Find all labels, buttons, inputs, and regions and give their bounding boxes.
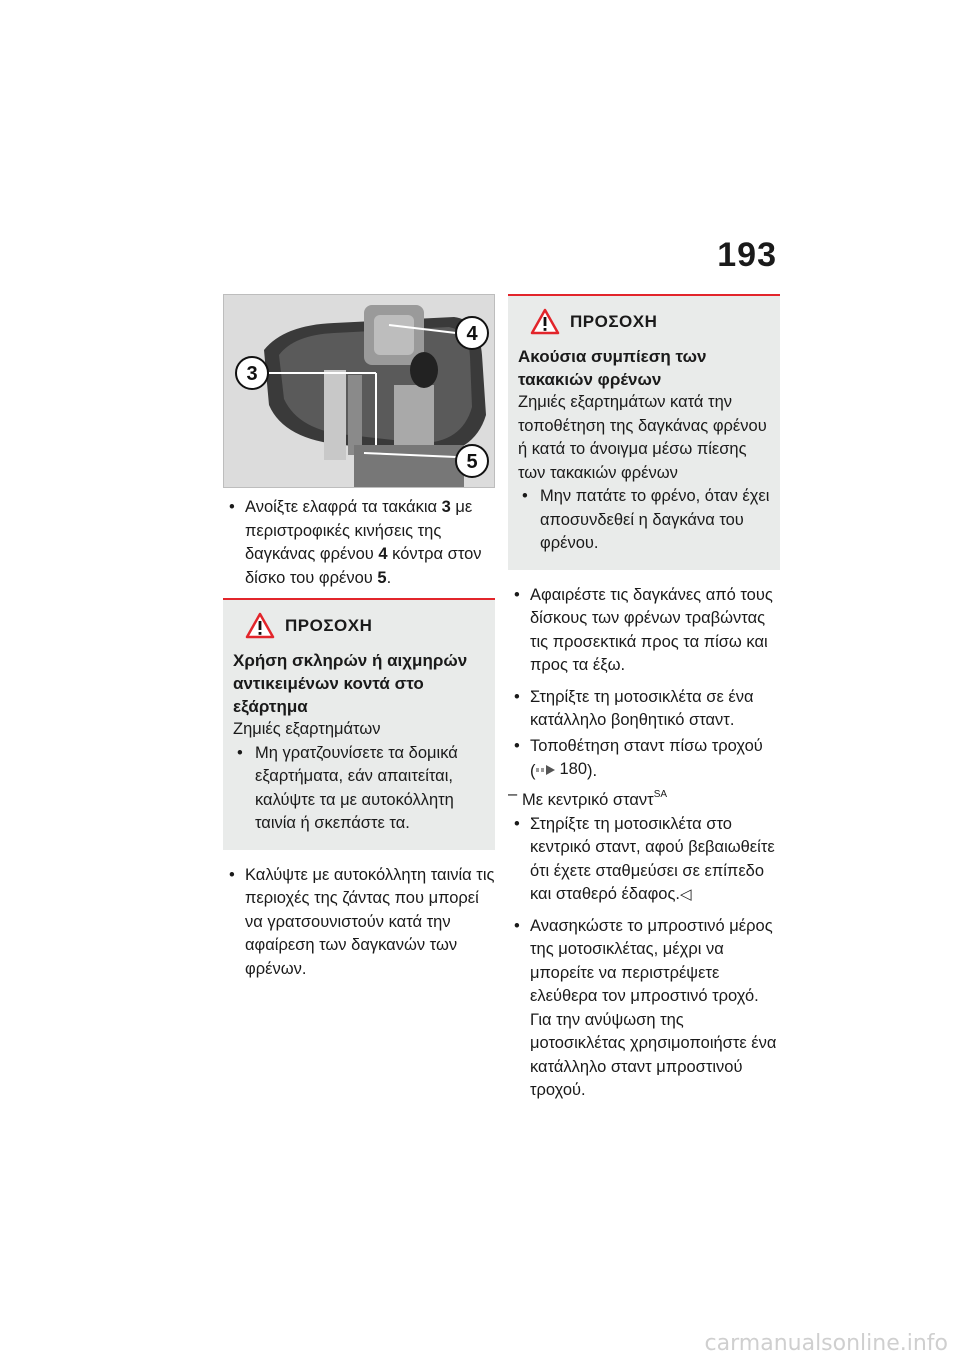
- warning-subtitle: Ακούσια συμπίεση των τακακιών φρένων: [518, 347, 707, 389]
- step-open-pads: • Ανοίξτε ελαφρά τα τακάκια 3 με περιστροφικές κινήσεις της δαγκάνας φρένου 4 κόντρα στον δίσκο του φρένου 5.: [229, 498, 482, 587]
- warning-text: Ζημιές εξαρτημάτων: [233, 720, 381, 738]
- bullet-icon: •: [514, 687, 520, 706]
- callout-4: [456, 317, 488, 349]
- step-support-bike: • Στηρίξτε τη μοτοσικλέτα σε ένα κατάλληλο βοηθητικό σταντ.: [514, 687, 754, 729]
- warning-title: ΠΡΟΣΟΧΗ: [285, 615, 373, 635]
- ref-3: 3: [441, 498, 451, 516]
- ref-4: 4: [378, 545, 388, 563]
- watermark: carmanualsonline.info: [704, 1331, 948, 1356]
- bullet-icon: •: [514, 916, 520, 935]
- warning-triangle-icon: [530, 308, 560, 335]
- warning-triangle-icon: [245, 612, 275, 639]
- end-of-section-icon: ◁: [680, 886, 692, 904]
- svg-text:3: 3: [246, 363, 258, 385]
- svg-text:4: 4: [466, 323, 478, 345]
- left-column: [223, 294, 495, 981]
- step-lift-front: • Ανασηκώστε το μπροστινό μέρος της μοτοσικλέτας, μέχρι να μπορείτε να περιστρέψετε ελεύθερα τον μπροστινό τροχό. Για την ανύψωση της μοτοσικλέτας χρησιμοποιήστε ένα κατάλληλο σταντ μπροστινού τροχού.: [514, 916, 777, 1100]
- callout-5: [456, 445, 488, 477]
- warning-box-scratch: [223, 598, 495, 850]
- warning-box-pads: [508, 294, 780, 570]
- bullet-icon: •: [514, 585, 520, 604]
- option-badge: SA: [653, 789, 668, 801]
- condition-center-stand: – Με κεντρικό σταντ$^{SA}$: [508, 785, 668, 810]
- callout-3: [236, 357, 268, 389]
- step-rear-stand: • Τοποθέτηση σταντ πίσω τροχού ( 180 ).: [514, 736, 763, 780]
- step-cover-rim: • Καλύψτε με αυτοκόλλητη ταινία τις περιοχές της ζάντας που μπορεί να γρατσουνιστούν κατά την αφαίρεση των δαγκανών των φρένων.: [229, 865, 495, 978]
- warning-text: Ζημιές εξαρτημάτων κατά την τοποθέτηση της δαγκάνας φρένου ή κατά το άνοιγμα μέσω πίεσης των τακακιών φρένων: [518, 393, 767, 482]
- bullet-icon: •: [514, 736, 520, 755]
- page-reference-link[interactable]: 180: [536, 758, 588, 782]
- page-number: 193: [717, 236, 777, 274]
- bullet-icon: •: [229, 498, 235, 516]
- warning-bullet: • Μην πατάτε το φρένο, όταν έχει αποσυνδεθεί η δαγκάνα του φρένου.: [522, 487, 770, 552]
- svg-text:5: 5: [466, 451, 478, 473]
- right-column: [508, 294, 780, 1103]
- ref-5: 5: [377, 568, 387, 587]
- arrow-right-icon: [536, 764, 556, 776]
- bullet-icon: •: [522, 487, 528, 505]
- step-center-stand: • Στηρίξτε τη μοτοσικλέτα στο κεντρικό σταντ, αφού βεβαιωθείτε ότι έχετε σταθμεύσει σε επίπεδο και σταθερό έδαφος.◁: [514, 814, 775, 904]
- warning-bullet: • Μη γρατζουνίσετε τα δομικά εξαρτήματα, εάν απαιτείται, καλύψτε τα με αυτοκόλλητη ταινία ή σκεπάστε τα.: [237, 743, 458, 832]
- warning-subtitle: Χρήση σκληρών ή αιχμηρών αντικειμένων κοντά στο εξάρτημα: [233, 651, 468, 716]
- bullet-icon: •: [514, 814, 520, 833]
- step-remove-calipers: • Αφαιρέστε τις δαγκάνες από τους δίσκους των φρένων τραβώντας τις προσεκτικά προς τα πίσω και προς τα έξω.: [514, 585, 773, 674]
- warning-title: ΠΡΟΣΟΧΗ: [570, 311, 658, 331]
- brake-caliper-photo: [223, 294, 495, 488]
- bullet-icon: •: [237, 743, 243, 762]
- bullet-icon: •: [229, 865, 235, 884]
